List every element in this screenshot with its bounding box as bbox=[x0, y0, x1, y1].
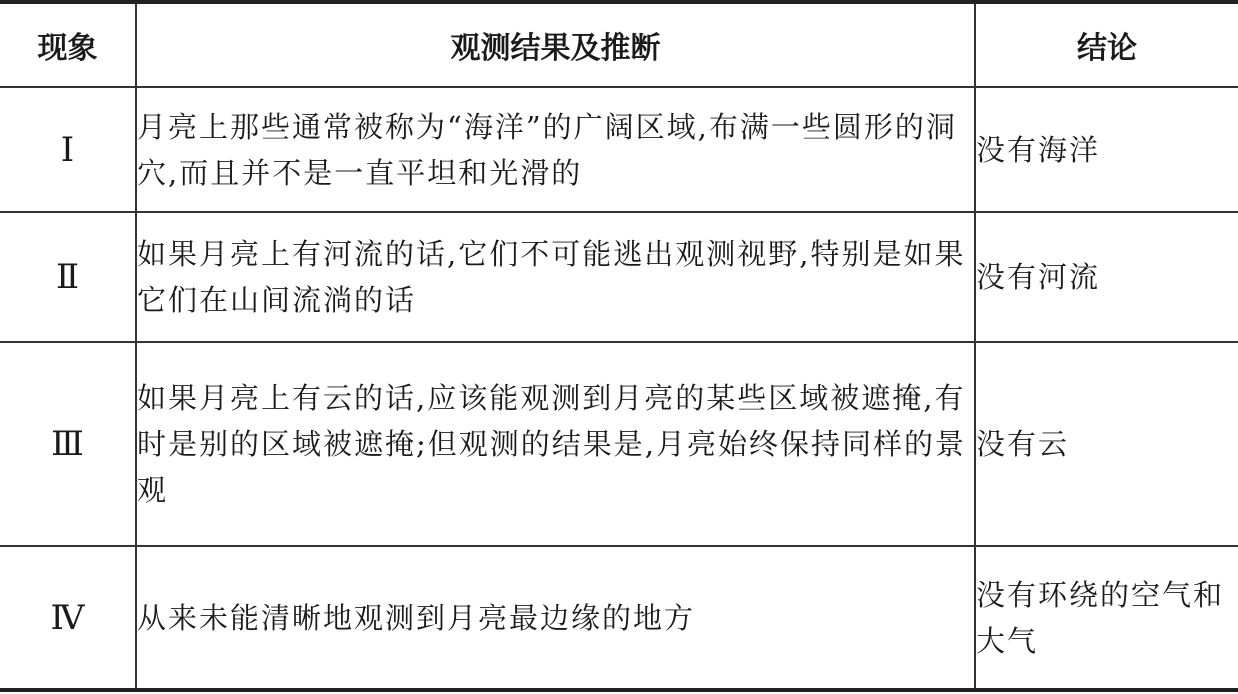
table-row bbox=[0, 212, 1238, 342]
table-row bbox=[0, 87, 1238, 212]
result-cell: 如果月亮上有云的话,应该能观测到月亮的某些区域被遮掩,有时是别的区域被遮掩;但观测的结果是,月亮始终保持同样的景观 bbox=[136, 342, 975, 546]
phenomenon-cell: Ⅳ bbox=[0, 546, 136, 690]
conclusion-cell: 没有环绕的空气和大气 bbox=[975, 546, 1238, 690]
conclusion-cell: 没有河流 bbox=[975, 212, 1238, 342]
table-row bbox=[0, 546, 1238, 690]
conclusion-cell: 没有云 bbox=[975, 342, 1238, 546]
phenomenon-cell: Ⅲ bbox=[0, 342, 136, 546]
result-cell: 月亮上那些通常被称为“海洋”的广阔区域,布满一些圆形的洞穴,而且并不是一直平坦和光滑的 bbox=[136, 87, 975, 212]
phenomenon-cell: Ⅰ bbox=[0, 87, 136, 212]
table-row bbox=[0, 342, 1238, 546]
header-row bbox=[0, 2, 1238, 87]
header-phenomenon: 现象 bbox=[0, 2, 136, 87]
conclusion-cell: 没有海洋 bbox=[975, 87, 1238, 212]
result-cell: 如果月亮上有河流的话,它们不可能逃出观测视野,特别是如果它们在山间流淌的话 bbox=[136, 212, 975, 342]
header-result: 观测结果及推断 bbox=[136, 2, 975, 87]
result-cell: 从来未能清晰地观测到月亮最边缘的地方 bbox=[136, 546, 975, 690]
header-conclusion: 结论 bbox=[975, 2, 1238, 87]
phenomenon-cell: Ⅱ bbox=[0, 212, 136, 342]
